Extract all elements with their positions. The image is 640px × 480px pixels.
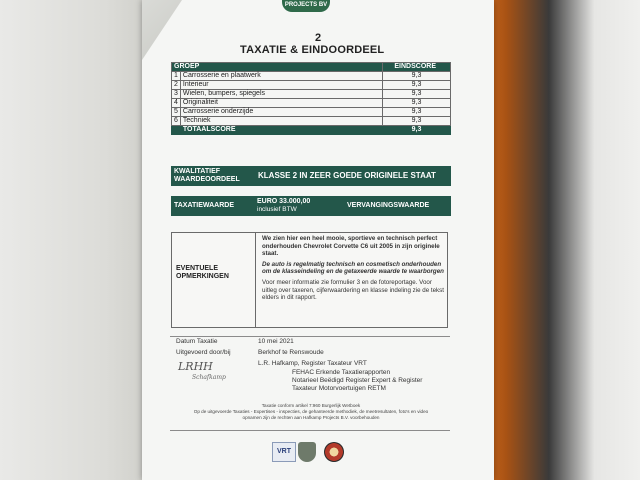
appraiser-name: L.R. Hafkamp, Register Taxateur VRT <box>258 360 367 367</box>
row-label: Originaliteit <box>180 99 382 108</box>
table-row <box>172 72 451 81</box>
col-header-group: GROEP <box>172 63 383 72</box>
remarks-label-cell <box>172 233 256 327</box>
round-seal <box>324 442 344 462</box>
score-table-header <box>172 63 451 72</box>
row-label: Wielen, bumpers, spiegels <box>180 90 382 99</box>
valuation-label: TAXATIEWAARDE <box>174 202 235 209</box>
signature <box>178 360 226 386</box>
footer-line: Taxatie conform artikel 7:960 Burgerlijk Wetboek <box>261 403 361 408</box>
table-row <box>172 108 451 117</box>
row-label: Carrosserie onderzijde <box>180 108 382 117</box>
row-label: Techniek <box>180 117 382 126</box>
footer-divider <box>170 430 450 431</box>
remarks-paragraph: De auto is regelmatig technisch en cosmetisch onderhouden om de klasseindeling en de getaxeerde waarde te waarborgen <box>262 260 444 276</box>
page-title: TAXATIE & EINDOORDEEL <box>240 44 385 56</box>
col-header-score: EINDSCORE <box>383 63 451 72</box>
valuation-type: VERVANGINGSWAARDE <box>347 202 430 209</box>
performed-by-label: Uitgevoerd door/bij <box>176 349 231 356</box>
footer-line: Op de uitgevoerde Taxaties - Expertises - inspecties, de gehanteerde methodiek, de meetresultaten, foto's en video <box>193 409 429 414</box>
row-label: Carrosserie en plaatwerk <box>180 72 382 81</box>
credential-line: Taxateur Motorvoertuigen RETM <box>292 385 386 392</box>
divider <box>170 336 450 337</box>
signature-name: Schafkamp <box>192 374 226 381</box>
page-number: 2 <box>315 32 322 44</box>
row-score: 9,3 <box>383 81 451 90</box>
quality-band <box>171 166 451 186</box>
remarks-box <box>171 232 448 328</box>
performed-by-value: Berkhof te Renswoude <box>258 349 324 356</box>
total-row <box>172 126 451 135</box>
company-logo: PROJECTS BV <box>282 0 330 12</box>
signature-mark: LRHH <box>178 360 213 373</box>
table-row <box>172 81 451 90</box>
vrt-seal: VRT <box>272 442 296 462</box>
total-spacer <box>172 126 181 135</box>
remarks-text <box>262 235 446 305</box>
remarks-paragraph: We zien hier een heel mooie, sportieve en technisch perfect onderhouden Chevrolet Corvette C6 uit 2005 in zijn originele staat. <box>262 235 440 258</box>
row-number: 1 <box>172 72 181 81</box>
valuation-amount-note: inclusief BTW <box>257 206 297 213</box>
remarks-label-2: OPMERKINGEN <box>176 273 229 280</box>
remarks-paragraph: Voor meer informatie zie formulier 3 en de fotoreportage. Voor uitleg over taxeren, cijferwaardering en klasse indeling zie de tekst elders in dit rapport. <box>262 278 444 302</box>
table-row <box>172 99 451 108</box>
table-row <box>172 117 451 126</box>
crest-seal <box>298 442 316 462</box>
total-score: 9,3 <box>383 126 451 135</box>
footer-line: opnamen zijn de rechten aan Hafkamp Projects B.V. voorbehouden <box>242 415 380 420</box>
row-score: 9,3 <box>383 72 451 81</box>
row-label: Interieur <box>180 81 382 90</box>
quality-label-2: WAARDEOORDEEL <box>174 176 240 183</box>
table-row <box>172 90 451 99</box>
credential-line: Notarieel Beëdigd Register Expert & Register <box>292 377 423 384</box>
valuation-amount: EURO 33.000,00 <box>257 198 311 205</box>
row-number: 3 <box>172 90 181 99</box>
row-score: 9,3 <box>383 99 451 108</box>
quality-label-1: KWALITATIEF <box>174 168 221 175</box>
background-left <box>0 0 150 480</box>
row-score: 9,3 <box>383 108 451 117</box>
row-number: 5 <box>172 108 181 117</box>
valuation-band <box>171 196 451 216</box>
row-score: 9,3 <box>383 117 451 126</box>
total-label: TOTAALSCORE <box>180 126 382 135</box>
row-number: 6 <box>172 117 181 126</box>
row-number: 2 <box>172 81 181 90</box>
quality-value: KLASSE 2 IN ZEER GOEDE ORIGINELE STAAT <box>258 171 436 180</box>
remarks-label-1: EVENTUELE <box>176 265 219 272</box>
credential-line: FEHAC Erkende Taxatierapporten <box>292 369 391 376</box>
row-number: 4 <box>172 99 181 108</box>
background-right <box>488 0 640 480</box>
date-label: Datum Taxatie <box>176 338 218 345</box>
score-table <box>171 62 451 135</box>
date-value: 10 mei 2021 <box>258 338 294 345</box>
row-score: 9,3 <box>383 90 451 99</box>
